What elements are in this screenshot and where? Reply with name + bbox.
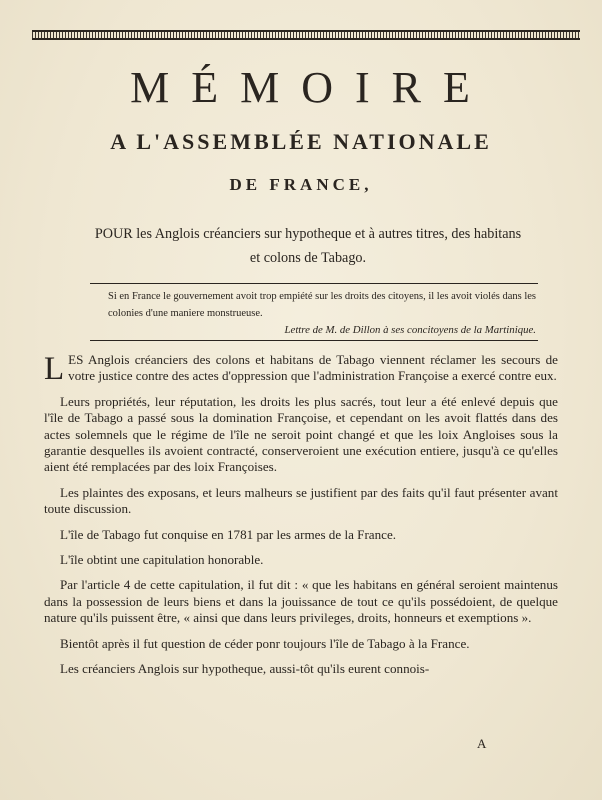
paragraph <box>44 352 558 385</box>
paragraph: Les plaintes des exposans, et leurs malheurs se justifient par des faits qu'il faut présenter avant toute discussion. <box>44 484 558 517</box>
top-ornamental-rule <box>32 30 580 40</box>
epigraph-bottom-rule <box>90 340 538 341</box>
intro-line-1: POUR les Anglois créanciers sur hypotheque et à autres titres, des habitans <box>94 226 522 242</box>
intro-statement <box>58 222 558 270</box>
paragraph-text: ES Anglois créanciers des colons et habitans de Tabago viennent réclamer les secours de votre justice contre des actes d'oppression que l'administration Françoise a exercé contre eux. <box>68 352 558 384</box>
catchword: A <box>477 736 487 751</box>
paragraph: Bientôt après il fut question de céder ponr toujours l'île de Tabago à la France. <box>60 635 470 651</box>
paragraph: Leurs propriétés, leur réputation, les droits les plus sacrés, tout leur a été enlevé depuis que l'île de Tabago a passé sous la domination Françoise, et cependant on les avoit flattés dans des actes solemnels que le régime de l'île ne seroit point changé et que les loix Angloises sous la garantie desquelles ils avoient contracté, conserveroient une exécution entiere, jusqu'à ce qu'elles aient été remplacées par des loix Françoises. <box>44 393 558 475</box>
epigraph-top-rule <box>90 283 538 284</box>
paragraph: Les créanciers Anglois sur hypotheque, aussi-tôt qu'ils eurent connois- <box>60 661 430 677</box>
drop-cap: L <box>44 351 65 387</box>
page-subtitle: A L'ASSEMBLÉE NATIONALE <box>110 129 492 154</box>
paragraph: Par l'article 4 de cette capitulation, il fut dit : « que les habitans en général seroient maintenus dans la possession de leurs biens et dans la jouissance de tout ce qu'ils possédoient, de quelque nature qu'ils puissent être, « ainsi que dans leurs privileges, droits, honneurs et exemptions ». <box>44 577 558 626</box>
page-subtitle-country: DE FRANCE, <box>229 175 373 194</box>
body-text <box>44 352 558 687</box>
paragraph: L'île obtint une capitulation honorable. <box>60 552 264 568</box>
epigraph-text: Si en France le gouvernement avoit trop empiété sur les droits des citoyens, il les avoit violés dans les colonies d'une maniere monstrueuse. <box>108 291 536 319</box>
paragraph: L'île de Tabago fut conquise en 1781 par les armes de la France. <box>60 526 397 542</box>
intro-line-2: et colons de Tabago. <box>249 250 367 266</box>
epigraph-source: Lettre de M. de Dillon à ses concitoyens de la Martinique. <box>284 324 536 336</box>
page-title: MÉMOIRE <box>130 63 492 112</box>
